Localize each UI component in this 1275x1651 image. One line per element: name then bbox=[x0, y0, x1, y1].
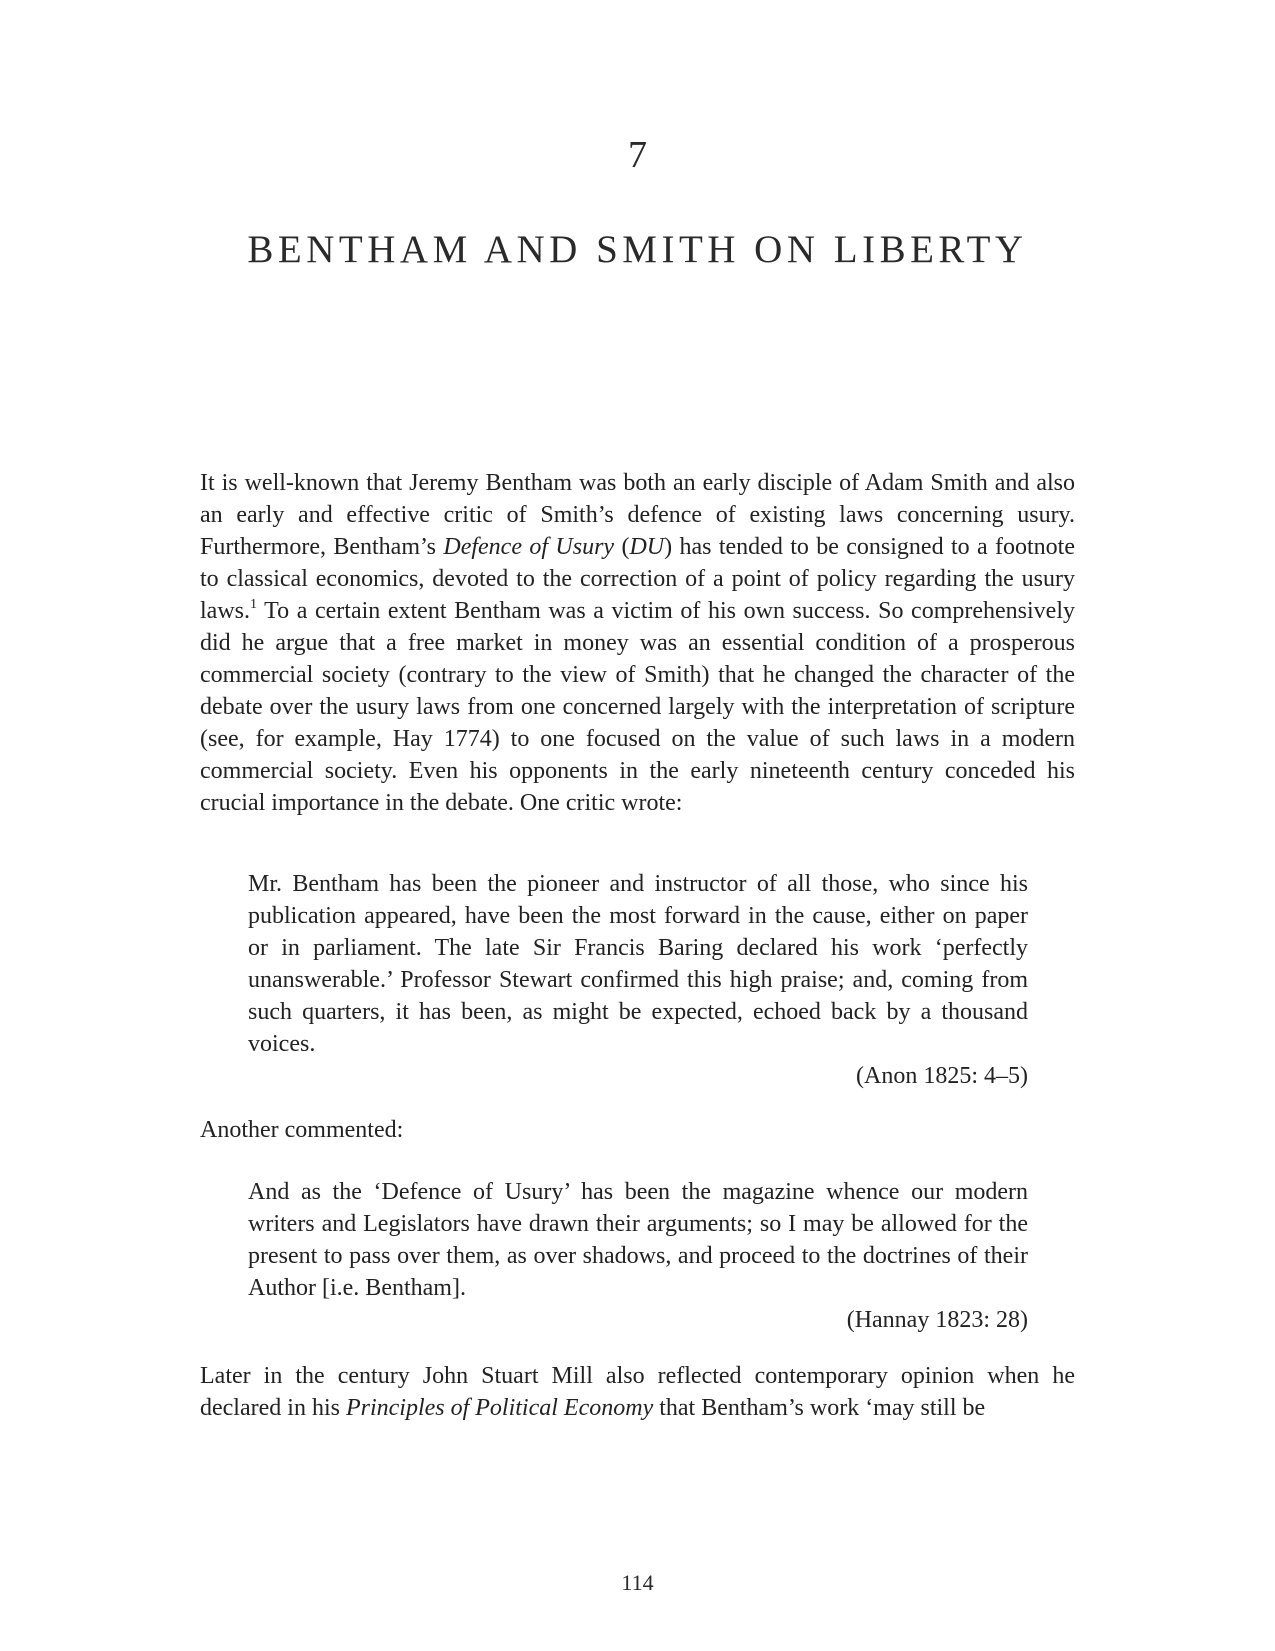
chapter-number: 7 bbox=[628, 134, 647, 176]
abbreviation-italic: DU bbox=[629, 534, 665, 560]
quote-text: Mr. Bentham has been the pioneer and instructor of all those, who since his publication appeared, have been the most forward in the cause, either on paper or in parliament. The late Sir Francis Baring declared his work ‘perfectly unanswerable.’ Professor Stewart confirmed this high praise; and, coming from such quarters, it has been, as might be expected, echoed back by a thousand voices. bbox=[248, 871, 1028, 1057]
body-paragraph-1 bbox=[200, 467, 1075, 819]
body-paragraph-3 bbox=[200, 1360, 1075, 1424]
quote-citation: (Hannay 1823: 28) bbox=[846, 1307, 1028, 1333]
body-paragraph-2: Another commented: bbox=[200, 1117, 404, 1143]
footnote-marker: 1 bbox=[250, 597, 257, 612]
paragraph-text: ( bbox=[614, 534, 630, 560]
paragraph-text: ) has tended to be consigned to a footnote to classical economics, devoted to the correction of a point of policy regarding the usury laws. bbox=[200, 534, 1076, 624]
block-quote-1 bbox=[248, 868, 1028, 1092]
paragraph-text: that Bentham’s work ‘may still be bbox=[653, 1395, 986, 1421]
paragraph-text: It is well-known that Jeremy Bentham was both an early disciple of Adam Smith and also an early and effective critic of Smith’s defence of existing laws concerning usury. Furthermore, Bentham’s bbox=[200, 470, 1075, 560]
page-number: 114 bbox=[621, 1570, 654, 1595]
book-title-italic: Defence of Usury bbox=[443, 534, 615, 560]
chapter-title: BENTHAM AND SMITH ON LIBERTY bbox=[247, 228, 1028, 271]
quote-text: And as the ‘Defence of Usury’ has been the magazine whence our modern writers and Legislators have drawn their arguments; so I may be allowed for the present to pass over them, as over shadows, and proceed to the doctrines of their Author [i.e. Bentham]. bbox=[248, 1179, 1028, 1301]
block-quote-2 bbox=[248, 1176, 1028, 1336]
book-title-italic: Principles of Political Economy bbox=[345, 1395, 654, 1421]
quote-citation: (Anon 1825: 4–5) bbox=[856, 1063, 1028, 1089]
paragraph-text: Later in the century John Stuart Mill also reflected contemporary opinion when he declared in his bbox=[200, 1363, 1075, 1421]
paragraph-text: To a certain extent Bentham was a victim of his own success. So comprehensively did he argue that a free market in money was an essential condition of a prosperous commercial society (contrary to the view of Smith) that he changed the character of the debate over the usury laws from one concerned largely with the interpretation of scripture (see, for example, Hay 1774) to one focused on the value of such laws in a modern commercial society. Even his opponents in the early nineteenth century conceded his crucial importance in the debate. One critic wrote: bbox=[200, 598, 1075, 816]
